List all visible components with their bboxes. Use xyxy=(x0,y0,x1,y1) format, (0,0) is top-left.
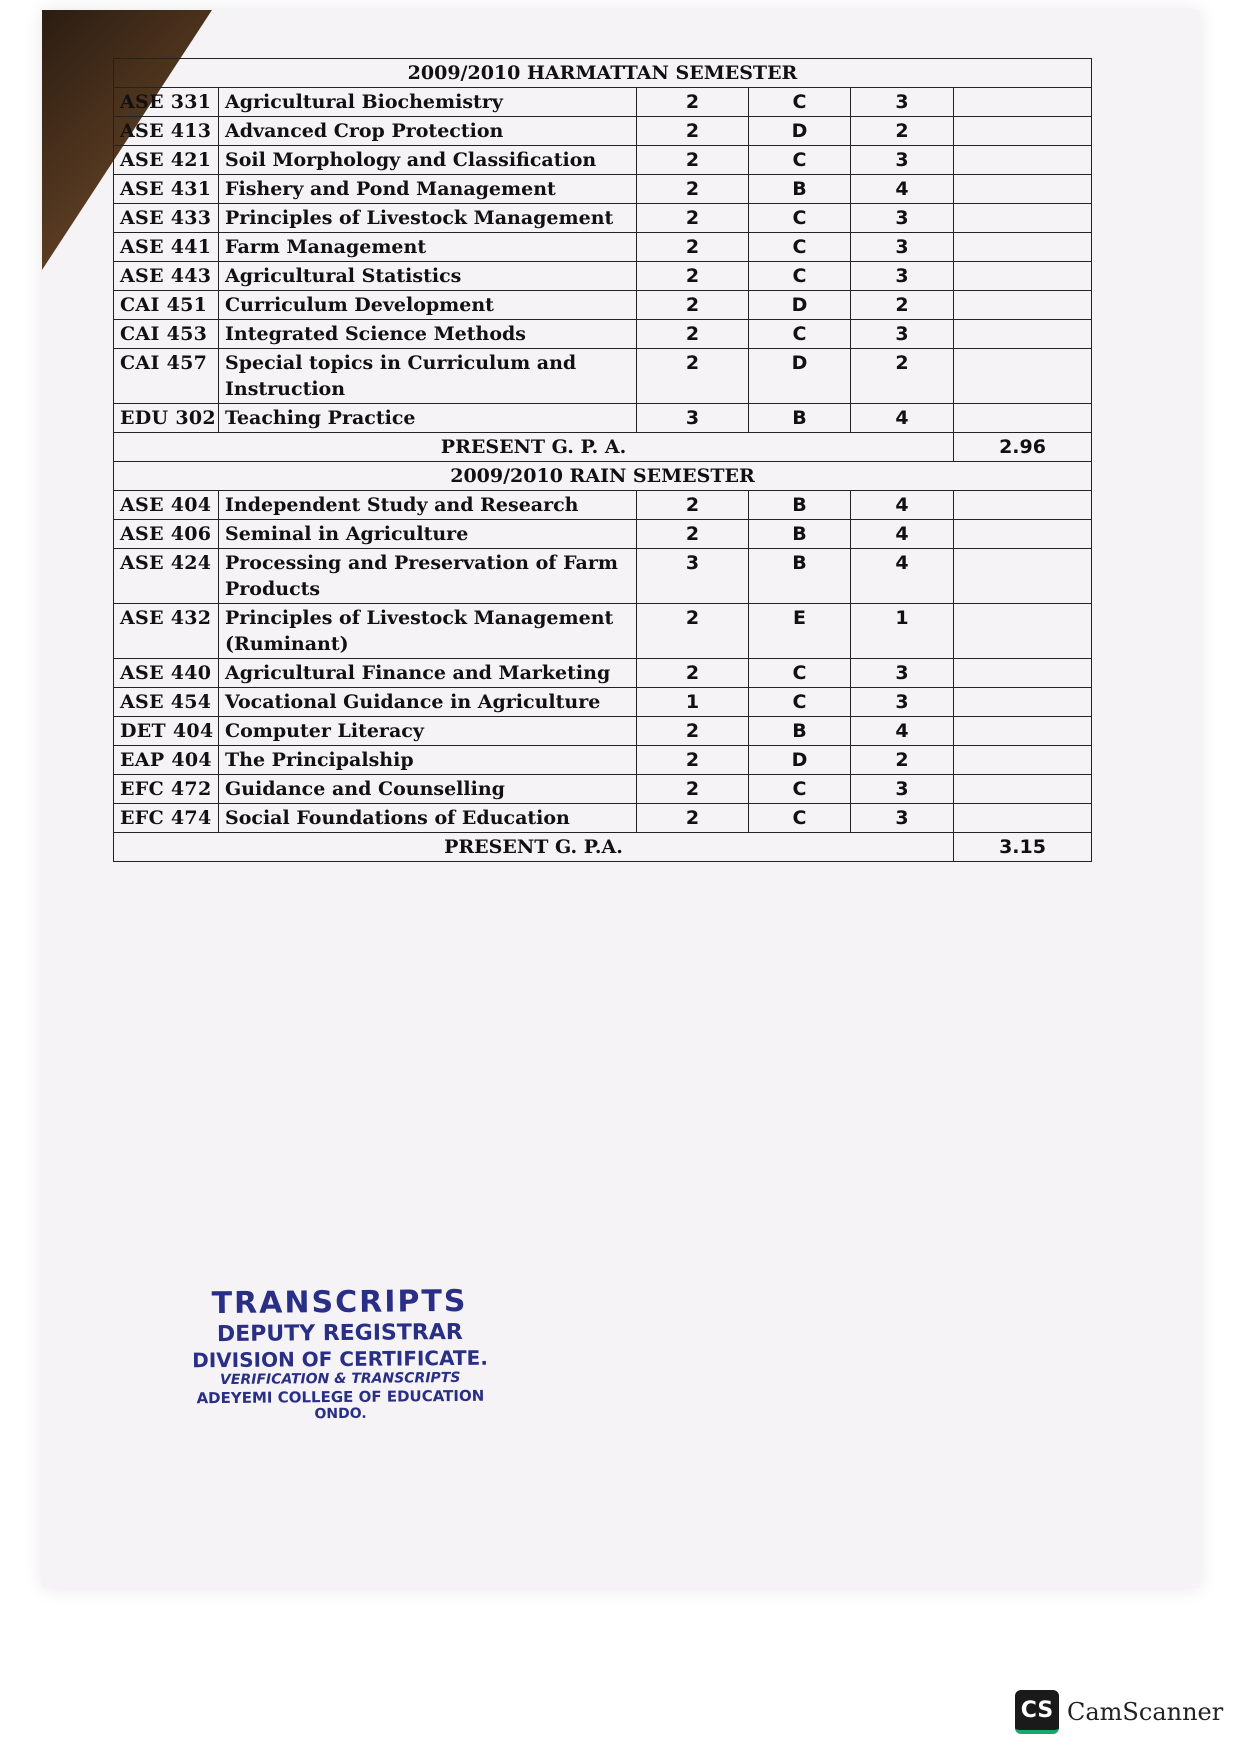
course-row xyxy=(114,175,1092,204)
course-points: 3 xyxy=(851,804,954,833)
course-points: 3 xyxy=(851,233,954,262)
course-units: 2 xyxy=(637,659,749,688)
course-points: 2 xyxy=(851,291,954,320)
course-title: Teaching Practice xyxy=(219,404,637,433)
course-code: ASE 413 xyxy=(114,117,219,146)
course-title: Vocational Guidance in Agriculture xyxy=(219,688,637,717)
course-grade: D xyxy=(749,291,851,320)
course-code: ASE 443 xyxy=(114,262,219,291)
course-grade: B xyxy=(749,717,851,746)
rain-gpa-label: PRESENT G. P.A. xyxy=(114,833,954,862)
course-code: CAI 451 xyxy=(114,291,219,320)
course-units: 2 xyxy=(637,146,749,175)
course-units: 2 xyxy=(637,204,749,233)
course-row xyxy=(114,717,1092,746)
harmattan-gpa-section xyxy=(114,433,1092,462)
course-row xyxy=(114,746,1092,775)
course-code: ASE 331 xyxy=(114,88,219,117)
course-grade: B xyxy=(749,549,851,604)
course-code: ASE 432 xyxy=(114,604,219,659)
course-points: 3 xyxy=(851,146,954,175)
course-title: Computer Literacy xyxy=(219,717,637,746)
course-units: 2 xyxy=(637,262,749,291)
course-units: 2 xyxy=(637,175,749,204)
course-row xyxy=(114,404,1092,433)
course-points: 3 xyxy=(851,88,954,117)
course-row xyxy=(114,688,1092,717)
harmattan-section xyxy=(114,59,1092,433)
course-row xyxy=(114,146,1092,175)
course-title: Agricultural Biochemistry xyxy=(219,88,637,117)
remarks-cell xyxy=(954,804,1092,833)
course-title: Farm Management xyxy=(219,233,637,262)
course-row xyxy=(114,88,1092,117)
course-title: Guidance and Counselling xyxy=(219,775,637,804)
course-title: Seminal in Agriculture xyxy=(219,520,637,549)
harmattan-gpa-label: PRESENT G. P. A. xyxy=(114,433,954,462)
course-row xyxy=(114,204,1092,233)
course-points: 2 xyxy=(851,117,954,146)
remarks-cell xyxy=(954,349,1092,404)
course-grade: D xyxy=(749,746,851,775)
course-title: Principles of Livestock Management (Ruminant) xyxy=(219,604,637,659)
course-units: 2 xyxy=(637,349,749,404)
rain-section xyxy=(114,462,1092,833)
course-grade: B xyxy=(749,520,851,549)
course-code: EFC 474 xyxy=(114,804,219,833)
course-row xyxy=(114,117,1092,146)
course-grade: C xyxy=(749,659,851,688)
rain-heading: 2009/2010 RAIN SEMESTER xyxy=(114,462,1092,491)
course-code: EDU 302 xyxy=(114,404,219,433)
remarks-cell xyxy=(954,291,1092,320)
course-code: ASE 454 xyxy=(114,688,219,717)
course-title: Soil Morphology and Classification xyxy=(219,146,637,175)
course-grade: C xyxy=(749,320,851,349)
course-row xyxy=(114,233,1092,262)
course-row xyxy=(114,604,1092,659)
course-points: 3 xyxy=(851,775,954,804)
course-grade: E xyxy=(749,604,851,659)
course-units: 2 xyxy=(637,775,749,804)
course-code: ASE 440 xyxy=(114,659,219,688)
course-points: 4 xyxy=(851,520,954,549)
remarks-cell xyxy=(954,549,1092,604)
course-row xyxy=(114,804,1092,833)
course-title: Agricultural Statistics xyxy=(219,262,637,291)
course-points: 4 xyxy=(851,404,954,433)
course-code: ASE 441 xyxy=(114,233,219,262)
course-units: 3 xyxy=(637,549,749,604)
course-row xyxy=(114,349,1092,404)
course-grade: C xyxy=(749,146,851,175)
course-code: EAP 404 xyxy=(114,746,219,775)
course-points: 3 xyxy=(851,204,954,233)
course-grade: C xyxy=(749,204,851,233)
course-code: ASE 421 xyxy=(114,146,219,175)
course-grade: B xyxy=(749,404,851,433)
remarks-cell xyxy=(954,491,1092,520)
course-grade: C xyxy=(749,262,851,291)
remarks-cell xyxy=(954,262,1092,291)
course-points: 4 xyxy=(851,491,954,520)
remarks-cell xyxy=(954,404,1092,433)
remarks-cell xyxy=(954,175,1092,204)
course-title: Special topics in Curriculum and Instruction xyxy=(219,349,637,404)
course-grade: D xyxy=(749,117,851,146)
course-units: 2 xyxy=(637,88,749,117)
course-row xyxy=(114,775,1092,804)
course-points: 4 xyxy=(851,717,954,746)
course-points: 3 xyxy=(851,320,954,349)
course-points: 4 xyxy=(851,175,954,204)
stamp-line-5: ADEYEMI COLLEGE OF EDUCATION xyxy=(196,1386,485,1408)
harmattan-heading: 2009/2010 HARMATTAN SEMESTER xyxy=(114,59,1092,88)
course-code: ASE 404 xyxy=(114,491,219,520)
course-units: 2 xyxy=(637,291,749,320)
rain-gpa-section xyxy=(114,833,1092,862)
course-code: CAI 453 xyxy=(114,320,219,349)
course-points: 3 xyxy=(851,659,954,688)
course-points: 2 xyxy=(851,746,954,775)
remarks-cell xyxy=(954,775,1092,804)
course-title: The Principalship xyxy=(219,746,637,775)
course-title: Principles of Livestock Management xyxy=(219,204,637,233)
registrar-stamp xyxy=(179,1284,500,1425)
course-points: 1 xyxy=(851,604,954,659)
course-points: 3 xyxy=(851,262,954,291)
course-units: 2 xyxy=(637,717,749,746)
course-grade: B xyxy=(749,175,851,204)
camscanner-logo-icon: CS xyxy=(1015,1690,1059,1734)
remarks-cell xyxy=(954,746,1092,775)
remarks-cell xyxy=(954,320,1092,349)
camscanner-name: CamScanner xyxy=(1067,1698,1224,1726)
course-title: Curriculum Development xyxy=(219,291,637,320)
course-grade: B xyxy=(749,491,851,520)
remarks-cell xyxy=(954,659,1092,688)
course-units: 2 xyxy=(637,746,749,775)
course-title: Advanced Crop Protection xyxy=(219,117,637,146)
course-row xyxy=(114,320,1092,349)
course-units: 2 xyxy=(637,491,749,520)
remarks-cell xyxy=(954,604,1092,659)
course-title: Integrated Science Methods xyxy=(219,320,637,349)
remarks-cell xyxy=(954,117,1092,146)
course-title: Fishery and Pond Management xyxy=(219,175,637,204)
course-units: 2 xyxy=(637,117,749,146)
course-grade: C xyxy=(749,688,851,717)
course-code: ASE 406 xyxy=(114,520,219,549)
course-points: 3 xyxy=(851,688,954,717)
course-code: DET 404 xyxy=(114,717,219,746)
stamp-line-6: ONDO. xyxy=(314,1405,367,1423)
course-code: EFC 472 xyxy=(114,775,219,804)
course-title: Independent Study and Research xyxy=(219,491,637,520)
course-row xyxy=(114,262,1092,291)
course-code: ASE 433 xyxy=(114,204,219,233)
course-title: Processing and Preservation of Farm Products xyxy=(219,549,637,604)
remarks-cell xyxy=(954,688,1092,717)
course-code: ASE 424 xyxy=(114,549,219,604)
remarks-cell xyxy=(954,204,1092,233)
course-grade: D xyxy=(749,349,851,404)
course-title: Agricultural Finance and Marketing xyxy=(219,659,637,688)
course-grade: C xyxy=(749,804,851,833)
course-row xyxy=(114,659,1092,688)
course-row xyxy=(114,291,1092,320)
course-row xyxy=(114,549,1092,604)
course-points: 4 xyxy=(851,549,954,604)
stamp-line-3: DIVISION OF CERTIFICATE. xyxy=(192,1346,488,1373)
course-grade: C xyxy=(749,233,851,262)
camscanner-watermark xyxy=(1015,1690,1223,1734)
transcript-table xyxy=(113,58,1092,862)
course-points: 2 xyxy=(851,349,954,404)
course-units: 2 xyxy=(637,604,749,659)
course-units: 1 xyxy=(637,688,749,717)
harmattan-gpa-value: 2.96 xyxy=(954,433,1092,462)
course-units: 2 xyxy=(637,320,749,349)
course-row xyxy=(114,491,1092,520)
stamp-line-4: VERIFICATION & TRANSCRIPTS xyxy=(219,1370,461,1389)
remarks-cell xyxy=(954,233,1092,262)
course-units: 2 xyxy=(637,804,749,833)
stamp-line-2: DEPUTY REGISTRAR xyxy=(216,1319,463,1348)
remarks-cell xyxy=(954,146,1092,175)
rain-gpa-value: 3.15 xyxy=(954,833,1092,862)
remarks-cell xyxy=(954,88,1092,117)
course-code: ASE 431 xyxy=(114,175,219,204)
remarks-cell xyxy=(954,717,1092,746)
course-grade: C xyxy=(749,775,851,804)
course-title: Social Foundations of Education xyxy=(219,804,637,833)
course-units: 2 xyxy=(637,520,749,549)
course-grade: C xyxy=(749,88,851,117)
remarks-cell xyxy=(954,520,1092,549)
course-code: CAI 457 xyxy=(114,349,219,404)
course-units: 2 xyxy=(637,233,749,262)
stamp-line-1: TRANSCRIPTS xyxy=(211,1283,468,1322)
course-row xyxy=(114,520,1092,549)
course-units: 3 xyxy=(637,404,749,433)
